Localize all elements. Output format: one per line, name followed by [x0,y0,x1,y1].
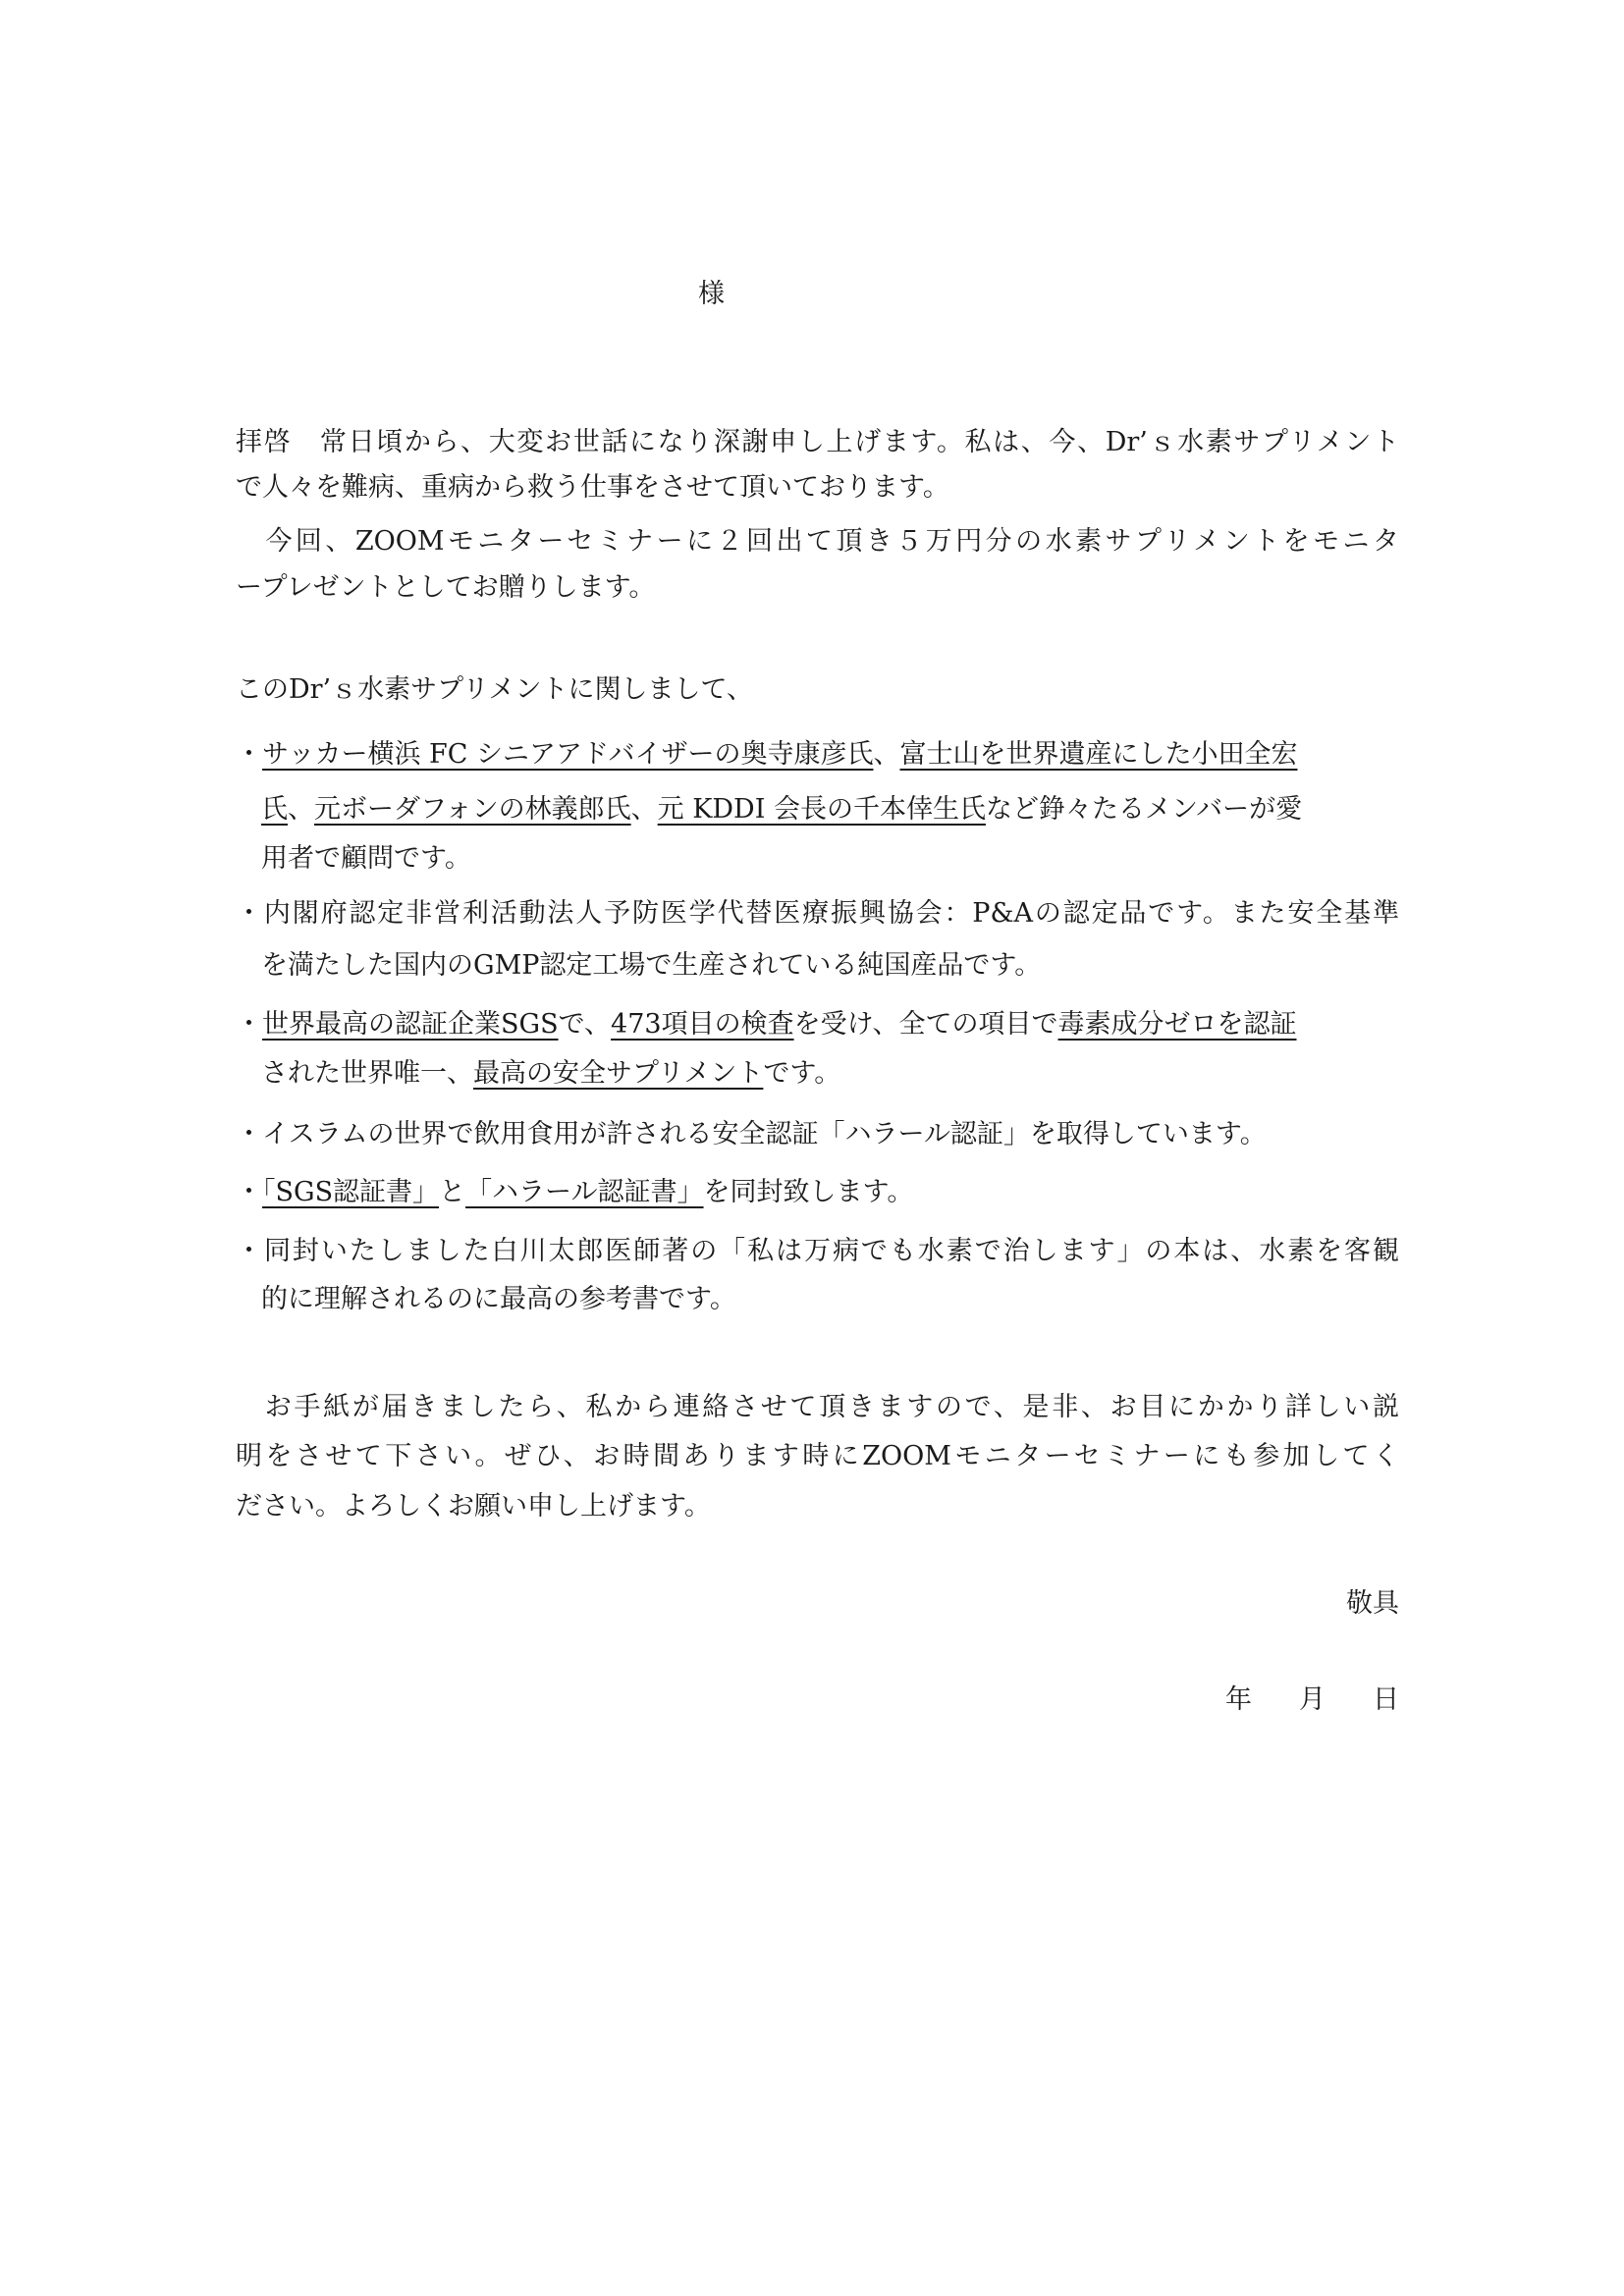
bullet1-line3: 用者で顧問です。 [261,843,471,874]
bullet5-line [236,1179,913,1205]
intro-line: このDr’ｓ水素サプリメントに関しまして、 [236,674,753,705]
bullet1-underlined-4: 元ボーダフォンの林義郎氏 [314,794,631,825]
para1-line2: で人々を難病、重病から救う仕事をさせて頂いております。 [236,472,949,503]
bullet2-line2: を満たした国内のGMP認定工場で生産されている純国産品です。 [261,950,1042,981]
bullet1-text-1: 、 [873,739,900,770]
bullet-mark: ・ [236,1009,262,1040]
salutation: 様 [698,279,725,309]
bullet3-line1 [236,1011,1399,1038]
bullet3-underlined-3: 毒素成分ゼロを認証 [1057,1009,1297,1040]
date-month: 月 [1299,1684,1326,1715]
bullet-mark: ・ [236,739,262,770]
bullet3-underlined-2: 473項目の検査 [611,1009,794,1040]
bullet1-underlined-2: 富士山を世界遺産にした小田全宏 [899,739,1298,770]
closing-keigu: 敬具 [1346,1588,1399,1619]
bullet5-underlined-2: 「ハラール認証書」 [465,1177,704,1207]
para2-line2: ープレゼントとしてお贈りします。 [236,572,656,603]
bullet1-line1 [236,741,1399,768]
bullet1-underlined-1: サッカー横浜 FC シニアアドバイザーの奥寺康彦氏 [262,739,874,770]
para3-line3: ださい。よろしくお願い申し上げます。 [236,1491,711,1522]
bullet6-line2: 的に理解されるのに最高の参考書です。 [261,1284,736,1314]
bullet3-text-4: です。 [763,1058,841,1089]
bullet3-text-2: を受け、全ての項目で [793,1009,1058,1040]
bullet5-text-1: と [439,1177,466,1207]
date-year: 年 [1225,1684,1252,1715]
bullet2-line1: ・内閣府認定非営利活動法人予防医学代替医療振興協会：P&Aの認定品です。また安全基準 [236,898,1399,929]
para3-line2: 明をさせて下さい。ぜひ、お時間あります時にZOOMモニターセミナーにも参加してく [236,1441,1399,1471]
bullet1-underlined-5: 元 KDDI 会長の千本倖生氏 [657,794,986,825]
para3-line1: お手紙が届きましたら、私から連絡させて頂きますので、是非、お目にかかり詳しい説 [236,1392,1399,1422]
bullet3-text-3: された世界唯一、 [261,1058,473,1089]
bullet3-text-1: で、 [558,1009,612,1040]
para2-line1: 今回、ZOOMモニターセミナーに２回出て頂き５万円分の水素サプリメントをモニタ [236,526,1399,557]
date-line [1225,1686,1399,1713]
para1-line1: 拝啓 常日頃から、大変お世話になり深謝申し上げます。私は、今、Dr’ｓ水素サプリメント [236,427,1399,457]
bullet1-underlined-3: 氏 [261,794,288,825]
bullet1-line2 [261,796,1399,823]
bullet5-underlined-1: 「SGS認証書」 [262,1177,440,1207]
bullet-mark: ・ [236,1177,262,1207]
date-day: 日 [1373,1684,1399,1715]
bullet5-text-2: を同封致します。 [703,1177,914,1207]
bullet3-line2 [261,1060,840,1087]
bullet3-underlined-1: 世界最高の認証企業SGS [262,1009,559,1040]
bullet6-line1: ・同封いたしました白川太郎医師著の「私は万病でも水素で治します」の本は、水素を客観 [236,1236,1399,1266]
bullet1-text-3: 、 [630,794,658,825]
bullet4-line: ・イスラムの世界で飲用食用が許される安全認証「ハラール認証」を取得しています。 [236,1119,1267,1149]
bullet1-text-4: など錚々たるメンバーが愛 [985,794,1303,825]
bullet3-underlined-4: 最高の安全サプリメント [473,1058,764,1089]
bullet1-text-2: 、 [288,794,314,825]
